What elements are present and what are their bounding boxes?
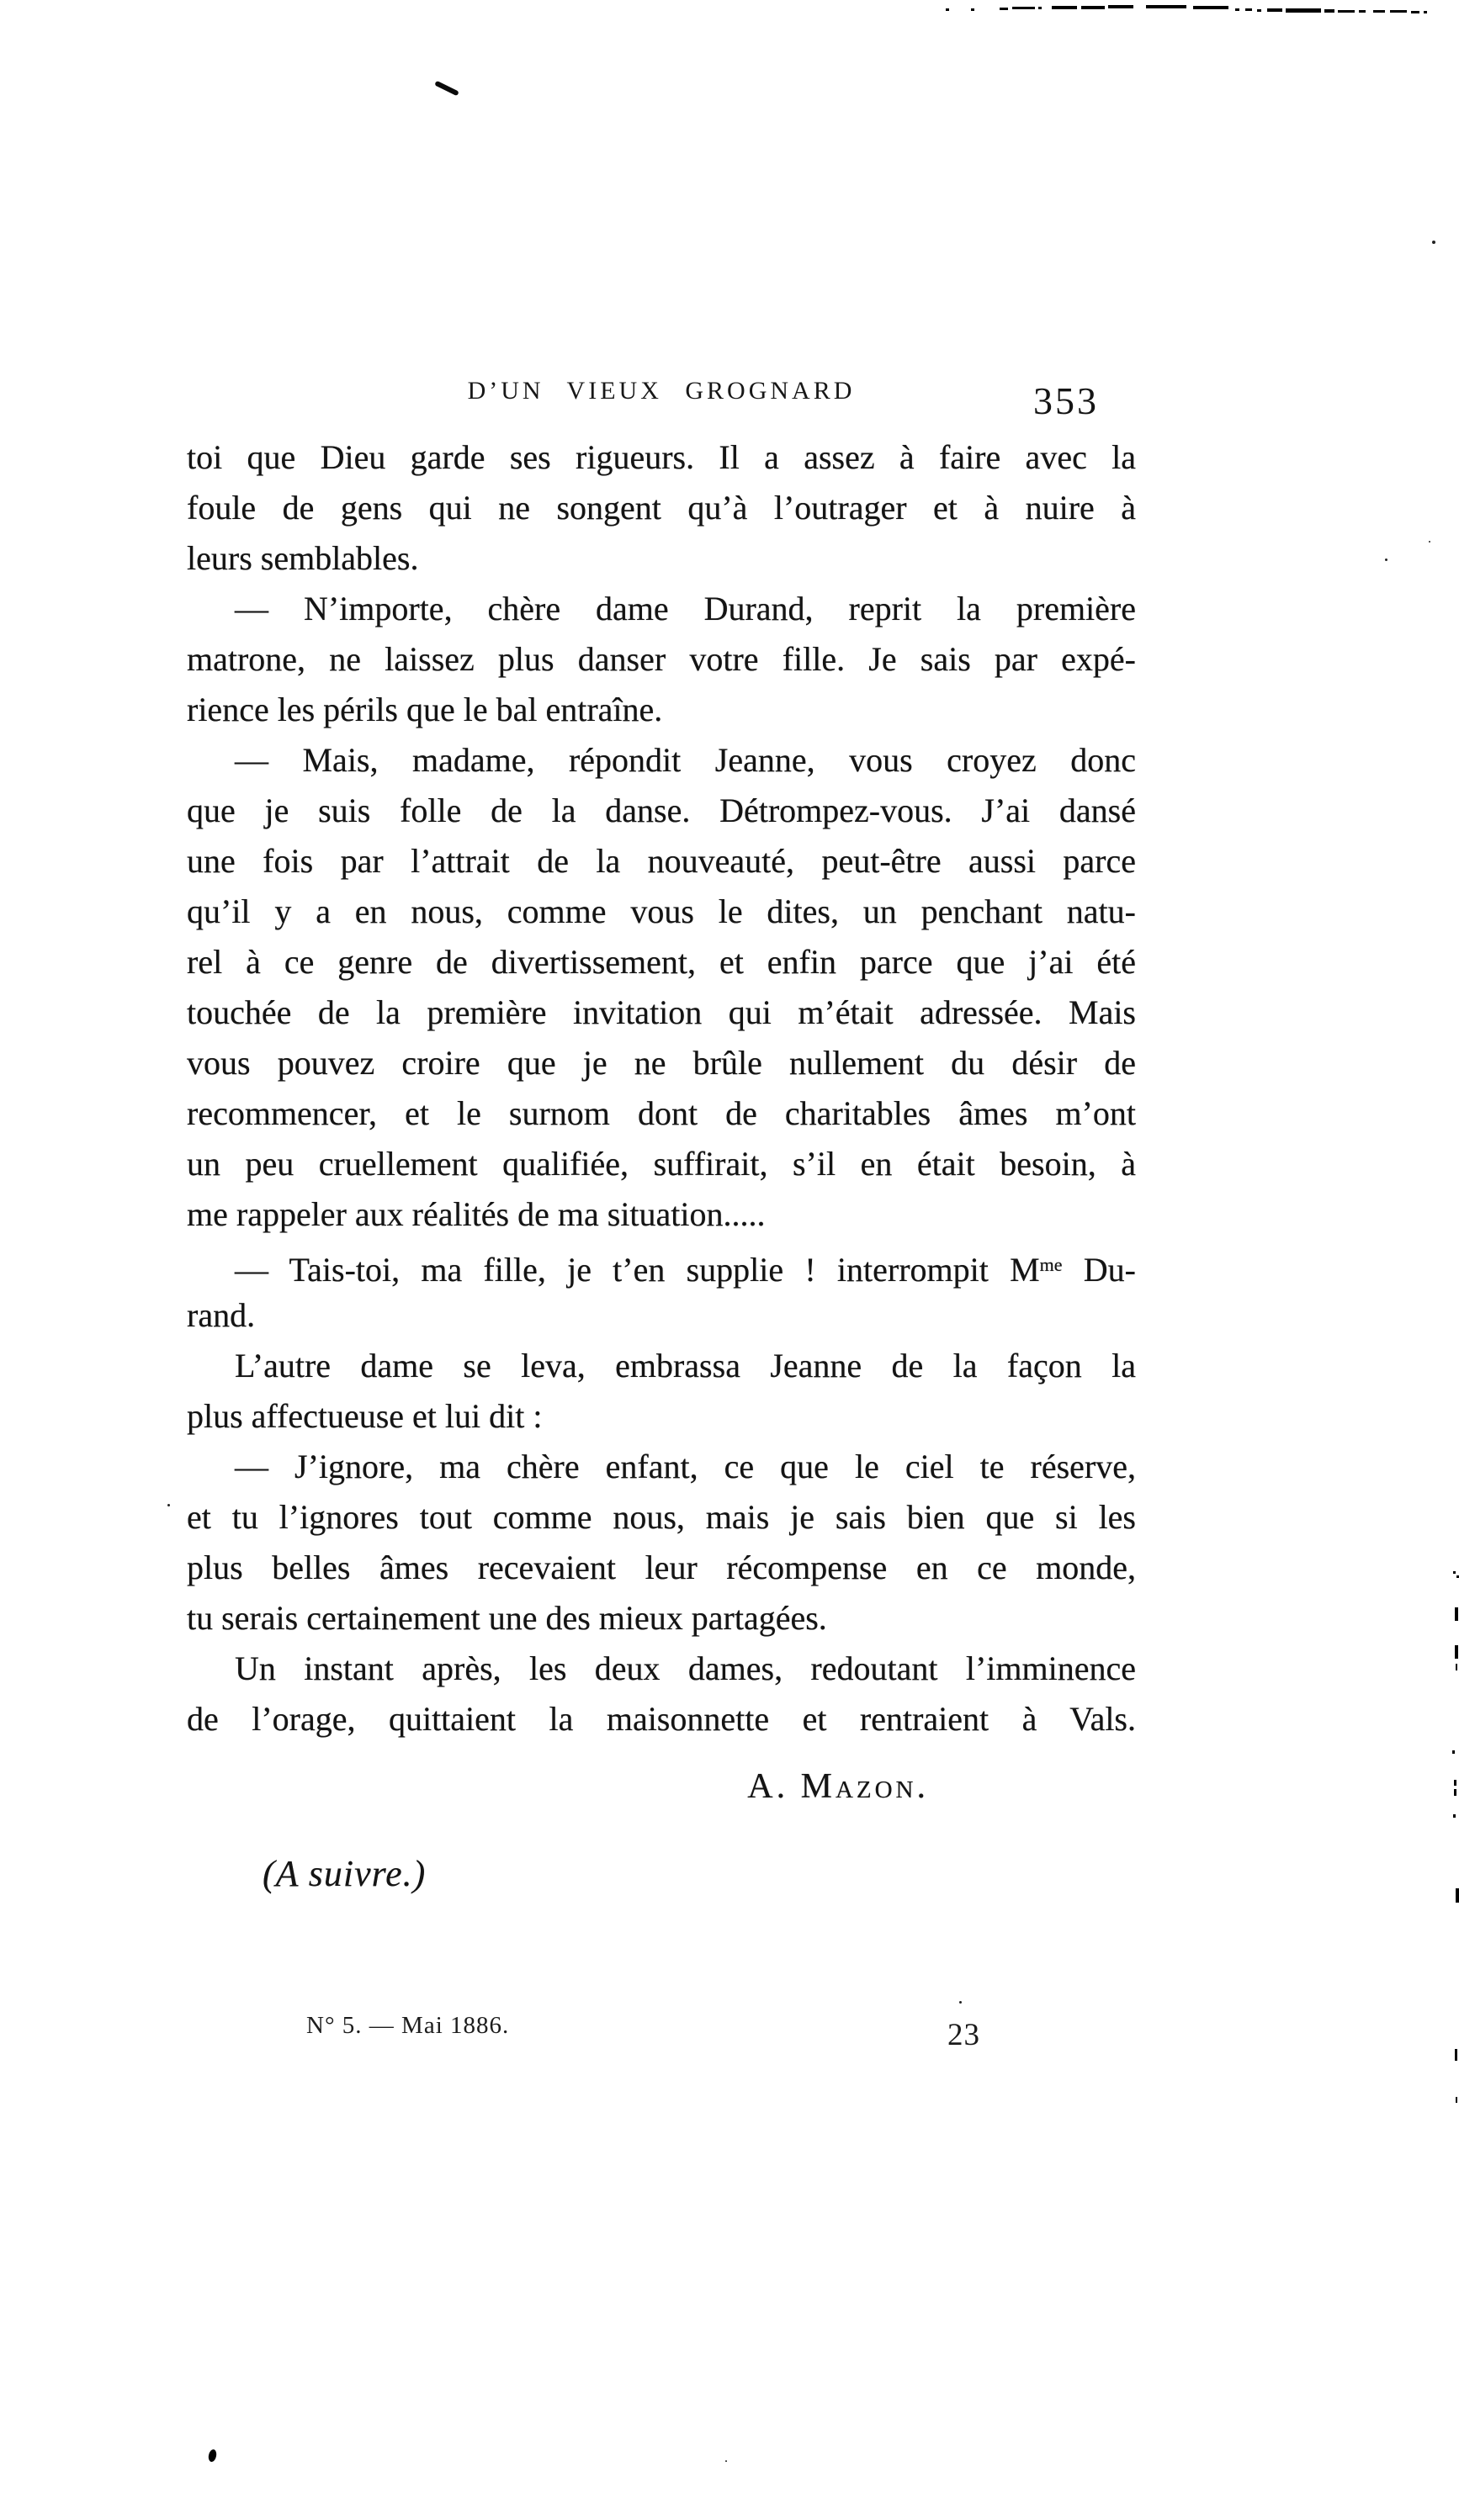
- body-line: rel à ce genre de divertissement, et enfin parce que j’ai été: [187, 943, 1136, 981]
- superscript: me: [1039, 1254, 1063, 1275]
- body-line: vous pouvez croire que je ne brûle nullement du désir de: [187, 1044, 1136, 1082]
- body-line: touchée de la première invitation qui m’était adressée. Mais: [187, 993, 1136, 1031]
- scan-artifact-speck: [725, 2460, 727, 2462]
- body-line: foule de gens qui ne songent qu’à l’outrager et à nuire à: [187, 489, 1136, 527]
- body-line: rand.: [187, 1296, 256, 1334]
- body-line: tu serais certainement une des mieux partagées.: [187, 1599, 827, 1637]
- scan-artifact-tick: [1456, 1664, 1457, 1670]
- scan-artifact-tick: [1455, 1645, 1458, 1659]
- body-line: — Mais, madame, répondit Jeanne, vous croyez donc: [235, 741, 1136, 779]
- body-line: une fois par l’attrait de la nouveauté, peut-être aussi parce: [187, 842, 1136, 880]
- author-signature: A. Mazon.: [747, 1767, 929, 1806]
- body-line: matrone, ne laissez plus danser votre fille. Je sais par expé-: [187, 640, 1136, 678]
- page-number: 353: [1033, 379, 1099, 422]
- scan-artifact-tick: [1455, 1607, 1458, 1621]
- body-line: leurs semblables.: [187, 539, 419, 577]
- scan-artifact-tick: [1453, 1571, 1456, 1574]
- body-line: que je suis folle de la danse. Détrompez-vous. J’ai dansé: [187, 791, 1136, 829]
- scan-artifact-top-edge: [926, 3, 1439, 17]
- body-line: plus affectueuse et lui dit :: [187, 1397, 543, 1435]
- scan-artifact-tick: [1453, 1814, 1456, 1818]
- footer-issue-date: N° 5. — Mai 1886.: [306, 2012, 510, 2039]
- body-line: Un instant après, les deux dames, redoutant l’imminence: [235, 1649, 1136, 1687]
- body-text: [187, 432, 1136, 1744]
- body-line: toi que Dieu garde ses rigueurs. Il a assez à faire avec la: [187, 438, 1136, 476]
- scan-artifact-tick: [1452, 1750, 1455, 1754]
- scan-artifact-tick: [1455, 2049, 1457, 2061]
- scan-artifact-speck: [1432, 241, 1435, 244]
- scan-artifact-ink-stroke: [434, 81, 459, 97]
- scan-artifact-ink-dot: [208, 2449, 218, 2463]
- body-line: plus belles âmes recevaient leur récompense en ce monde,: [187, 1549, 1136, 1586]
- continuation-note: (A suivre.): [263, 1853, 427, 1894]
- body-line: un peu cruellement qualifiée, suffirait, s’il en était besoin, à: [187, 1145, 1136, 1183]
- body-line: de l’orage, quittaient la maisonnette et rentraient à Vals.: [187, 1700, 1136, 1738]
- footer-sheet-number: 23: [947, 2018, 980, 2052]
- body-line: L’autre dame se leva, embrassa Jeanne de la façon la: [235, 1347, 1136, 1384]
- scan-artifact-speck: [1429, 541, 1430, 543]
- scan-artifact-speck: [1385, 559, 1387, 561]
- body-line: — Tais-toi, ma fille, je t’en supplie ! interrompit $M^{me}$ Du-: [235, 1251, 1136, 1289]
- body-line: qu’il y a en nous, comme vous le dites, un penchant natu-: [187, 892, 1136, 930]
- scan-artifact-tick: [1454, 1789, 1456, 1796]
- scan-artifact-tick: [1456, 1888, 1459, 1903]
- scan-artifact-tick: [1456, 2097, 1457, 2103]
- body-line: rience les périls que le bal entraîne.: [187, 691, 663, 728]
- scan-artifact-tick: [1454, 1780, 1456, 1786]
- scan-artifact-speck: [959, 2001, 962, 2004]
- body-line: me rappeler aux réalités de ma situation.....: [187, 1195, 766, 1233]
- scan-artifact-speck: [167, 1504, 170, 1506]
- body-line: — J’ignore, ma chère enfant, ce que le ciel te réserve,: [235, 1448, 1136, 1485]
- body-line: et tu l’ignores tout comme nous, mais je sais bien que si les: [187, 1498, 1136, 1536]
- body-line: recommencer, et le surnom dont de charitables âmes m’ont: [187, 1094, 1136, 1132]
- body-line: — N’importe, chère dame Durand, reprit la première: [235, 590, 1136, 627]
- running-head-title: D’UN VIEUX GROGNARD: [467, 377, 856, 405]
